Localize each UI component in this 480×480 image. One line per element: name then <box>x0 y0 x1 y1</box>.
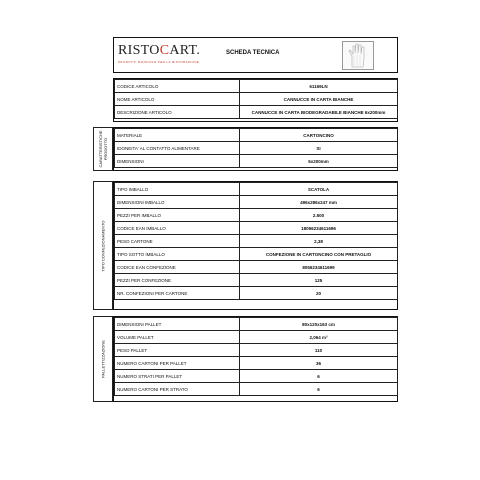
row-label: DIMENSIONI <box>115 155 240 168</box>
row-value: 8056234611699 <box>240 261 398 274</box>
table-row <box>115 196 398 209</box>
row-label: NUMERO CARTONI PER STRATO <box>115 383 240 396</box>
row-value: 496x286x247 mm <box>240 196 398 209</box>
row-value: 36 <box>240 357 398 370</box>
table-row <box>115 331 398 344</box>
document-title: SCHEDA TECNICA <box>226 50 280 56</box>
logo-text-art: ART. <box>169 43 201 58</box>
row-label: TIPO IMBALLO <box>115 183 240 196</box>
logo-text-risto: RISTO <box>118 43 160 58</box>
table-row <box>115 370 398 383</box>
row-value: SCATOLA <box>240 183 398 196</box>
table-row <box>115 274 398 287</box>
row-label: NUMERO CARTONI PER PALLET <box>115 357 240 370</box>
features-table <box>114 128 398 168</box>
row-label: NR. CONFEZIONI PER CARTONE <box>115 287 240 300</box>
pallet-side-label-box <box>93 316 113 402</box>
table-row <box>115 318 398 331</box>
row-label: CODICE ARTICOLO <box>115 80 240 93</box>
row-label: PEZZI PER IMBALLO <box>115 209 240 222</box>
pallet-side-label: PALLETTIZZAZIONE <box>100 340 106 378</box>
row-value: CARTONCINO <box>240 129 398 142</box>
row-label: PEZZI PER CONFEZIONE <box>115 274 240 287</box>
row-label: NUMERO STRATI PER PALLET <box>115 370 240 383</box>
row-value: 18056234611696 <box>240 222 398 235</box>
row-label: DESCRIZIONE ARTICOLO <box>115 106 240 119</box>
row-label: DIMENSIONI PALLET <box>115 318 240 331</box>
row-value: 2,064 m³ <box>240 331 398 344</box>
table-row <box>115 261 398 274</box>
table-row <box>115 287 398 300</box>
features-side-label-line2: PRODOTTO <box>103 137 108 161</box>
row-label: NOME ARTICOLO <box>115 93 240 106</box>
table-row <box>115 357 398 370</box>
packaging-side-label-box <box>93 181 113 310</box>
row-value: 2,38 <box>240 235 398 248</box>
row-value: 20 <box>240 287 398 300</box>
table-row <box>115 383 398 396</box>
row-label: VOLUME PALLET <box>115 331 240 344</box>
features-side-label-line1: CARATTERISTICHE <box>98 130 103 168</box>
table-row <box>115 129 398 142</box>
row-value: CONFEZIONE IN CARTONCINO CON PRETAGLIO <box>240 248 398 261</box>
document-header <box>113 37 398 73</box>
row-value: 125 <box>240 274 398 287</box>
table-row <box>115 344 398 357</box>
row-label: MATERIALE <box>115 129 240 142</box>
row-value: SI <box>240 142 398 155</box>
table-row <box>115 183 398 196</box>
table-row <box>115 235 398 248</box>
features-side-label-box <box>93 127 113 171</box>
row-label: PESO PALLET <box>115 344 240 357</box>
logo-text-c: C <box>159 43 170 58</box>
row-label: TIPO SOTTO IMBALLO <box>115 248 240 261</box>
row-value: 6 <box>240 370 398 383</box>
packaging-table <box>114 182 398 300</box>
row-value: 6 <box>240 383 398 396</box>
row-value: 110 <box>240 344 398 357</box>
table-row <box>115 209 398 222</box>
packaging-side-label: TIPO CONFEZIONAMENTO <box>100 219 106 272</box>
pallet-table <box>114 317 398 396</box>
row-value: 2.500 <box>240 209 398 222</box>
features-side-label <box>98 130 108 167</box>
row-label: CODICE EAN IMBALLO <box>115 222 240 235</box>
row-label: IDONEITA' AL CONTATTO ALIMENTARE <box>115 142 240 155</box>
row-label: CODICE EAN CONFEZIONE <box>115 261 240 274</box>
row-value: CANNUCCE IN CARTA BIODEGRADABILE BIANCHE 6x200mm <box>240 106 398 119</box>
table-row <box>115 80 398 93</box>
table-row <box>115 248 398 261</box>
table-row <box>115 93 398 106</box>
glove-icon <box>342 41 374 70</box>
row-value: 61169LN <box>240 80 398 93</box>
row-value: CANNUCCE IN CARTA BIANCHE <box>240 93 398 106</box>
table-row <box>115 155 398 168</box>
row-value: 6x200mm <box>240 155 398 168</box>
row-value: 80x120x163 cm <box>240 318 398 331</box>
ristocart-logo <box>118 43 218 69</box>
table-row <box>115 106 398 119</box>
table-row <box>115 222 398 235</box>
article-table <box>114 79 398 119</box>
row-label: PESO CARTONE <box>115 235 240 248</box>
logo-tagline: PRODOTTI MONOUSO PER LA RISTORAZIONE <box>118 60 200 64</box>
row-label: DIMENSIONI IMBALLO <box>115 196 240 209</box>
table-row <box>115 142 398 155</box>
